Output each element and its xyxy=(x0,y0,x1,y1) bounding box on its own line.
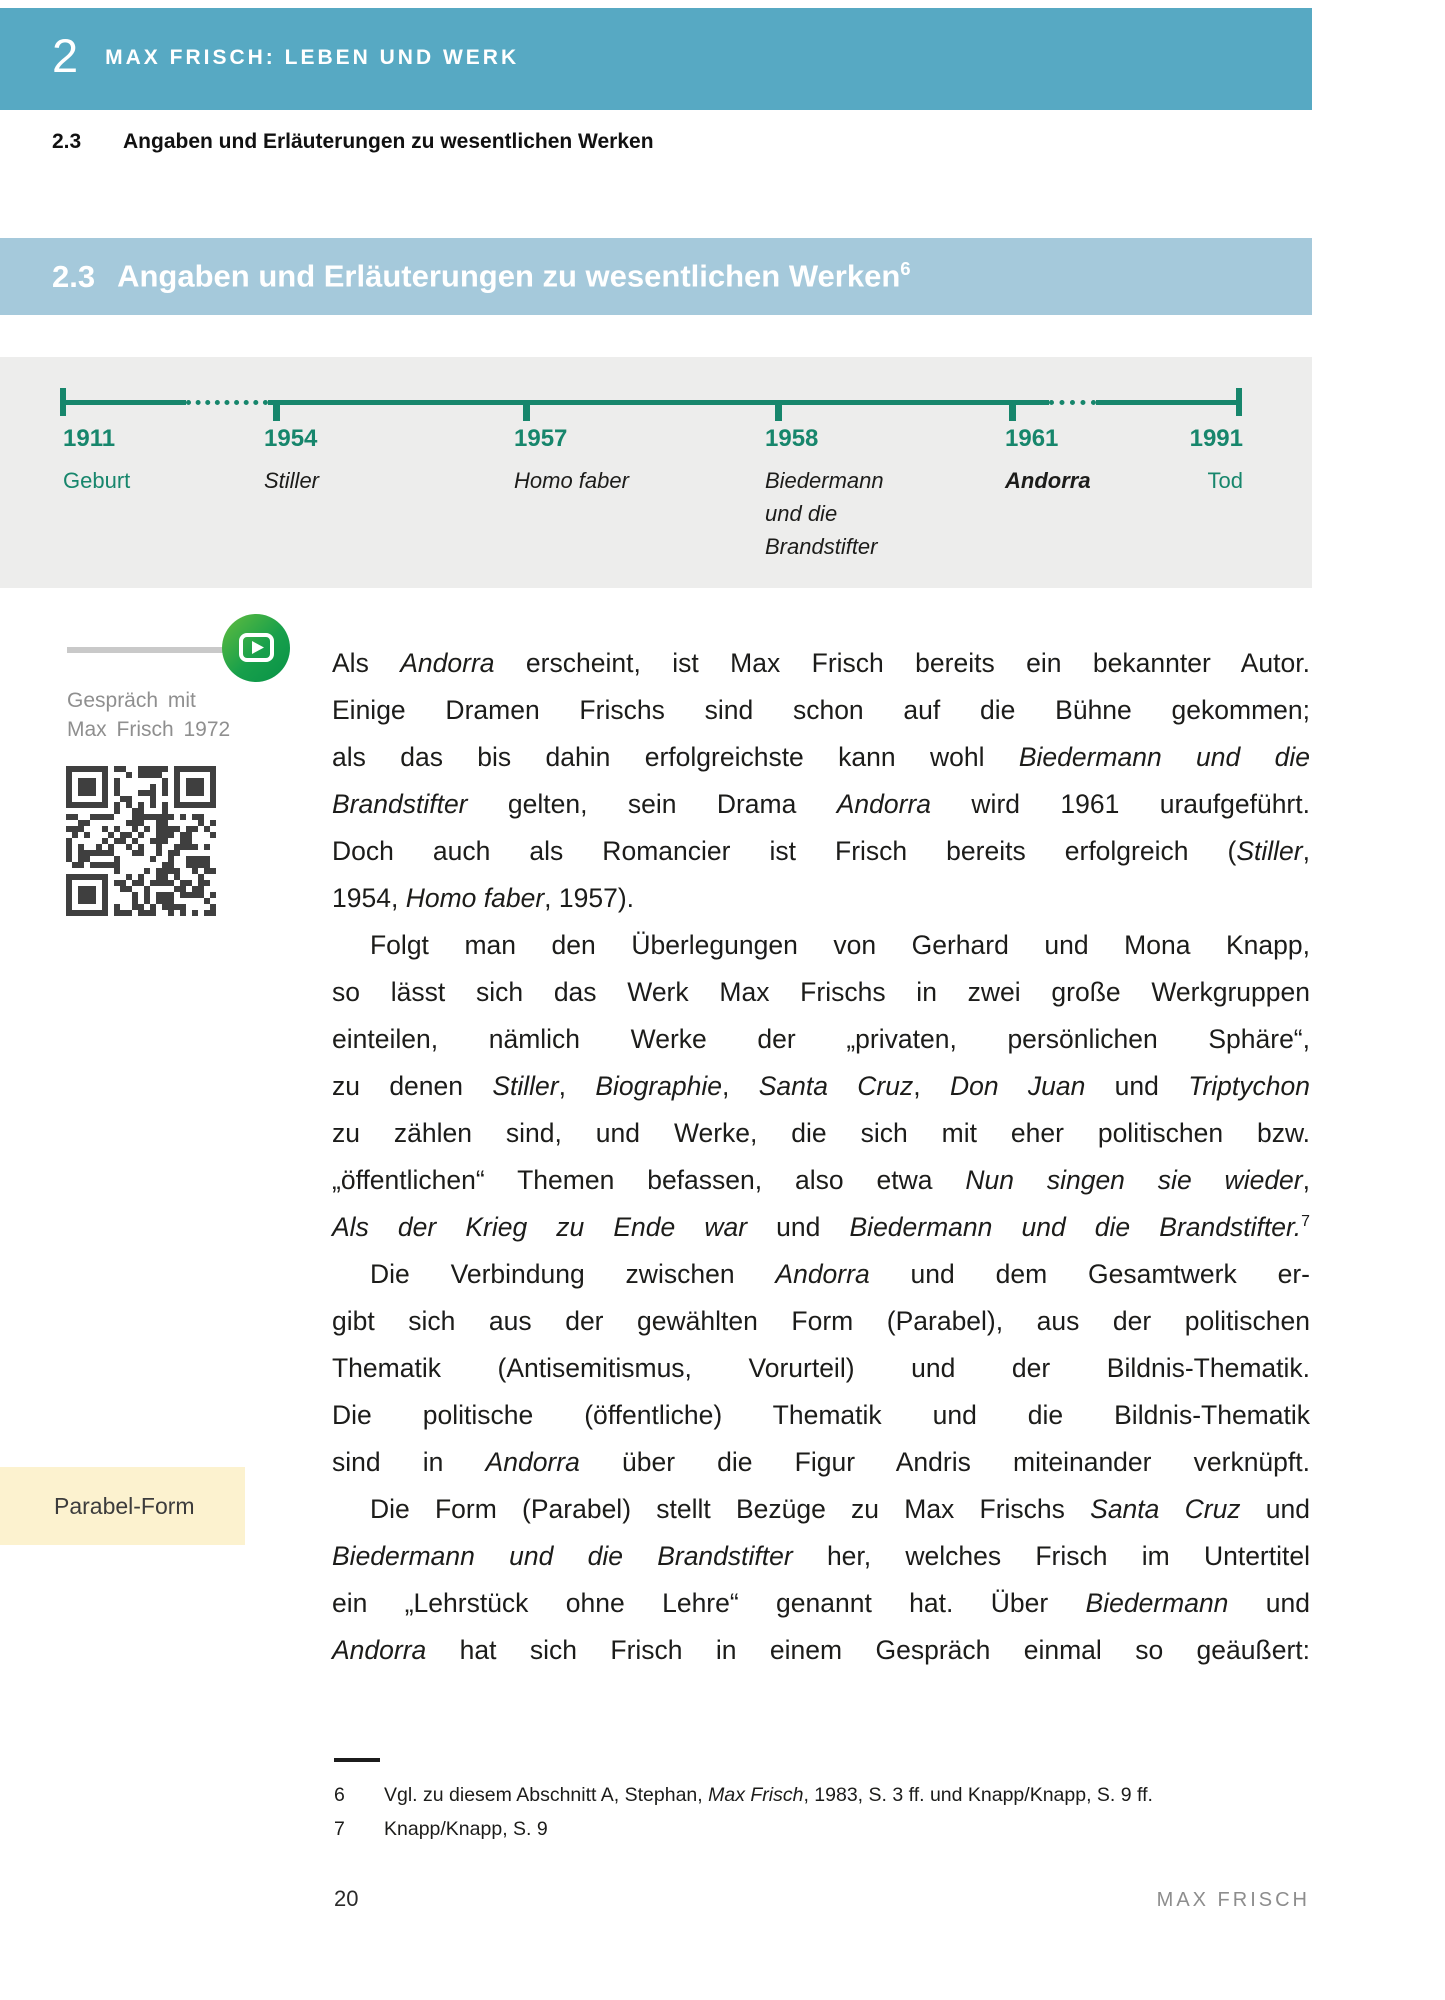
chapter-number: 2 xyxy=(52,29,79,82)
text-segment: sind in xyxy=(332,1447,486,1477)
breadcrumb-number: 2.3 xyxy=(52,130,82,153)
timeline-year: 1957 xyxy=(514,425,568,452)
text-segment: Doch auch als Romancier ist Frisch bereits erfolgreich ( xyxy=(332,836,1237,866)
chapter-header-bar xyxy=(0,8,1312,110)
video-caption-line2: Max Frisch 1972 xyxy=(67,718,231,741)
text-segment: Santa Cruz xyxy=(758,1071,914,1101)
body-line xyxy=(332,1251,1310,1298)
timeline-tick xyxy=(775,402,782,421)
section-title-text: Angaben und Erläuterungen zu wesentlichen Werken xyxy=(117,258,901,294)
text-segment: Biedermann und die Brandstifter. xyxy=(849,1212,1302,1242)
timeline-tick xyxy=(273,402,280,421)
timeline-event xyxy=(514,425,629,497)
timeline-label: Andorra xyxy=(1005,468,1091,493)
text-segment: , 1983, S. 3 ff. und Knapp/Knapp, S. 9 ff. xyxy=(803,1784,1153,1806)
timeline-label: Brandstifter xyxy=(765,534,878,559)
paragraph xyxy=(332,640,1310,922)
timeline-segment-dotted xyxy=(186,400,268,405)
timeline-label: Geburt xyxy=(63,468,131,493)
text-segment: Folgt man den Überlegungen von Gerhard und Mona Knapp, xyxy=(370,930,1310,960)
text-segment: , xyxy=(1302,836,1310,866)
timeline-year: 1961 xyxy=(1005,425,1059,452)
body-text xyxy=(332,640,1310,1674)
timeline-segment-solid xyxy=(63,400,186,405)
text-segment: , xyxy=(558,1071,596,1101)
text-segment: Stiller xyxy=(1236,836,1303,866)
footnote-number: 6 xyxy=(334,1784,345,1806)
timeline-end-cap xyxy=(1236,388,1242,416)
text-segment: Brandstifter xyxy=(332,789,468,819)
body-line xyxy=(332,734,1310,781)
body-line xyxy=(332,640,1310,687)
section-footnote-ref: 6 xyxy=(900,258,911,280)
footnote-text xyxy=(384,1780,1153,1810)
footnote-number: 7 xyxy=(334,1818,345,1840)
video-play-icon xyxy=(222,614,290,682)
body-line xyxy=(332,875,1310,922)
timeline-event xyxy=(63,425,130,497)
timeline-event xyxy=(1143,425,1243,497)
body-line xyxy=(332,1345,1310,1392)
text-segment: Nun singen sie wieder xyxy=(965,1165,1303,1195)
text-segment: einteilen, nämlich Werke der „privaten, persönlichen Sphäre“, xyxy=(332,1024,1310,1054)
timeline-year: 1954 xyxy=(264,425,318,452)
section-number: 2.3 xyxy=(52,258,96,294)
paragraph xyxy=(332,922,1310,1251)
paragraph xyxy=(332,1486,1310,1674)
text-segment: Biographie xyxy=(595,1071,723,1101)
text-segment: hat sich Frisch in einem Gespräch einmal so geäußert: xyxy=(426,1635,1310,1665)
body-line xyxy=(332,1439,1310,1486)
timeline-event xyxy=(1005,425,1091,497)
text-segment: als das bis dahin erfolgreichste kann wohl xyxy=(332,742,1019,772)
footnote xyxy=(334,1814,1314,1844)
text-segment: Biedermann und die xyxy=(1018,742,1310,772)
breadcrumb xyxy=(52,130,654,154)
footnote-text xyxy=(384,1814,548,1844)
text-segment: und dem Gesamtwerk er- xyxy=(869,1259,1310,1289)
body-line xyxy=(332,687,1310,734)
body-line xyxy=(332,1110,1310,1157)
text-segment: Andorra xyxy=(836,789,932,819)
text-segment: Triptychon xyxy=(1188,1071,1310,1101)
text-segment: und xyxy=(747,1212,850,1242)
text-segment: Die politische (öffentliche) Thematik und die Bildnis-Thematik xyxy=(332,1400,1310,1430)
timeline-segment-dotted xyxy=(1049,400,1096,405)
timeline-tick xyxy=(1009,402,1016,421)
body-line xyxy=(332,1016,1310,1063)
text-segment: Andorra xyxy=(485,1447,580,1477)
footnote-rule xyxy=(334,1758,380,1762)
text-segment: , 1957). xyxy=(544,883,635,913)
text-segment: gibt sich aus der gewählten Form (Parabel), aus der politischen xyxy=(332,1306,1310,1336)
body-line xyxy=(332,1204,1310,1251)
body-line xyxy=(332,922,1310,969)
margin-note xyxy=(0,1467,245,1545)
text-segment: Stiller xyxy=(492,1071,559,1101)
timeline-segment-solid xyxy=(268,400,1049,405)
text-segment: Die Form (Parabel) stellt Bezüge zu Max Frischs xyxy=(370,1494,1091,1524)
text-segment: und xyxy=(1085,1071,1189,1101)
text-segment: ein „Lehrstück ohne Lehre“ genannt hat. Über xyxy=(332,1588,1086,1618)
text-segment: erscheint, ist Max Frisch bereits ein bekannter Autor. xyxy=(494,648,1310,678)
text-segment: Santa Cruz xyxy=(1090,1494,1241,1524)
text-segment: Knapp/Knapp, S. 9 xyxy=(384,1818,548,1840)
paragraph xyxy=(332,1251,1310,1486)
text-segment: Einige Dramen Frischs sind schon auf die Bühne gekommen; xyxy=(332,695,1310,725)
text-segment: so lässt sich das Werk Max Frischs in zwei große Werkgruppen xyxy=(332,977,1310,1007)
text-segment: Biedermann und die Brandstifter xyxy=(332,1541,793,1571)
running-head: MAX FRISCH xyxy=(1156,1889,1310,1911)
section-title xyxy=(52,258,911,294)
text-segment: über die Figur Andris miteinander verknüpft. xyxy=(579,1447,1310,1477)
timeline-label: Biedermann xyxy=(765,468,884,493)
text-segment: zu denen xyxy=(332,1071,493,1101)
breadcrumb-title: Angaben und Erläuterungen zu wesentlichen Werken xyxy=(123,130,654,153)
timeline-year: 1991 xyxy=(1189,425,1243,452)
body-line xyxy=(332,781,1310,828)
text-segment: wird 1961 uraufgeführt. xyxy=(931,789,1310,819)
timeline-year: 1911 xyxy=(63,425,116,452)
body-line xyxy=(332,1533,1310,1580)
timeline-end-cap xyxy=(60,388,66,416)
text-segment: Homo faber xyxy=(405,883,545,913)
text-segment: Andorra xyxy=(332,1635,427,1665)
qr-code[interactable] xyxy=(66,766,216,916)
text-segment: und xyxy=(1228,1588,1310,1618)
video-caption-line1: Gespräch mit xyxy=(67,689,196,712)
body-line xyxy=(332,1627,1310,1674)
timeline-event xyxy=(264,425,319,497)
timeline-label: Stiller xyxy=(264,468,320,493)
body-line xyxy=(332,1486,1310,1533)
timeline-event xyxy=(765,425,884,563)
chapter-title: MAX FRISCH: LEBEN UND WERK xyxy=(105,46,520,69)
body-line xyxy=(332,969,1310,1016)
timeline-segment-solid xyxy=(1096,400,1242,405)
page-number: 20 xyxy=(334,1886,359,1911)
text-segment: Als der Krieg zu Ende war xyxy=(332,1212,748,1242)
text-segment: , xyxy=(913,1071,950,1101)
text-segment: , xyxy=(722,1071,759,1101)
text-segment: Als xyxy=(332,648,401,678)
text-segment: Max Frisch xyxy=(708,1784,804,1806)
text-segment: , xyxy=(1302,1165,1310,1195)
text-segment: Vgl. zu diesem Abschnitt A, Stephan, xyxy=(384,1784,709,1806)
video-caption xyxy=(67,686,297,744)
text-segment: gelten, sein Drama xyxy=(467,789,837,819)
text-segment: zu zählen sind, und Werke, die sich mit eher politischen bzw. xyxy=(332,1118,1310,1148)
timeline-year: 1958 xyxy=(765,425,819,452)
timeline-label: und die xyxy=(765,501,838,526)
text-segment: Biedermann xyxy=(1085,1588,1229,1618)
footnote xyxy=(334,1780,1314,1810)
media-divider-line xyxy=(67,647,223,653)
body-line xyxy=(332,1580,1310,1627)
timeline-label: Tod xyxy=(1207,468,1243,493)
text-segment: Thematik (Antisemitismus, Vorurteil) und der Bildnis-Thematik. xyxy=(332,1353,1310,1383)
body-line xyxy=(332,1298,1310,1345)
text-segment: Andorra xyxy=(775,1259,870,1289)
timeline xyxy=(0,357,1312,588)
section-title-bar xyxy=(0,238,1312,315)
text-segment: her, welches Frisch im Untertitel xyxy=(792,1541,1310,1571)
text-segment: „öffentlichen“ Themen befassen, also etwa xyxy=(332,1165,966,1195)
body-line xyxy=(332,1392,1310,1439)
text-segment: 1954, xyxy=(332,883,406,913)
text-segment: Don Juan xyxy=(949,1071,1086,1101)
text-segment: Andorra xyxy=(400,648,495,678)
text-segment: und xyxy=(1240,1494,1310,1524)
margin-note-label: Parabel-Form xyxy=(54,1492,195,1519)
timeline-tick xyxy=(523,402,530,421)
body-line xyxy=(332,828,1310,875)
text-segment: 7 xyxy=(1301,1213,1310,1231)
body-line xyxy=(332,1157,1310,1204)
text-segment: Die Verbindung zwischen xyxy=(370,1259,776,1289)
video-link-button[interactable] xyxy=(222,614,290,682)
body-line xyxy=(332,1063,1310,1110)
timeline-label: Homo faber xyxy=(514,468,629,493)
